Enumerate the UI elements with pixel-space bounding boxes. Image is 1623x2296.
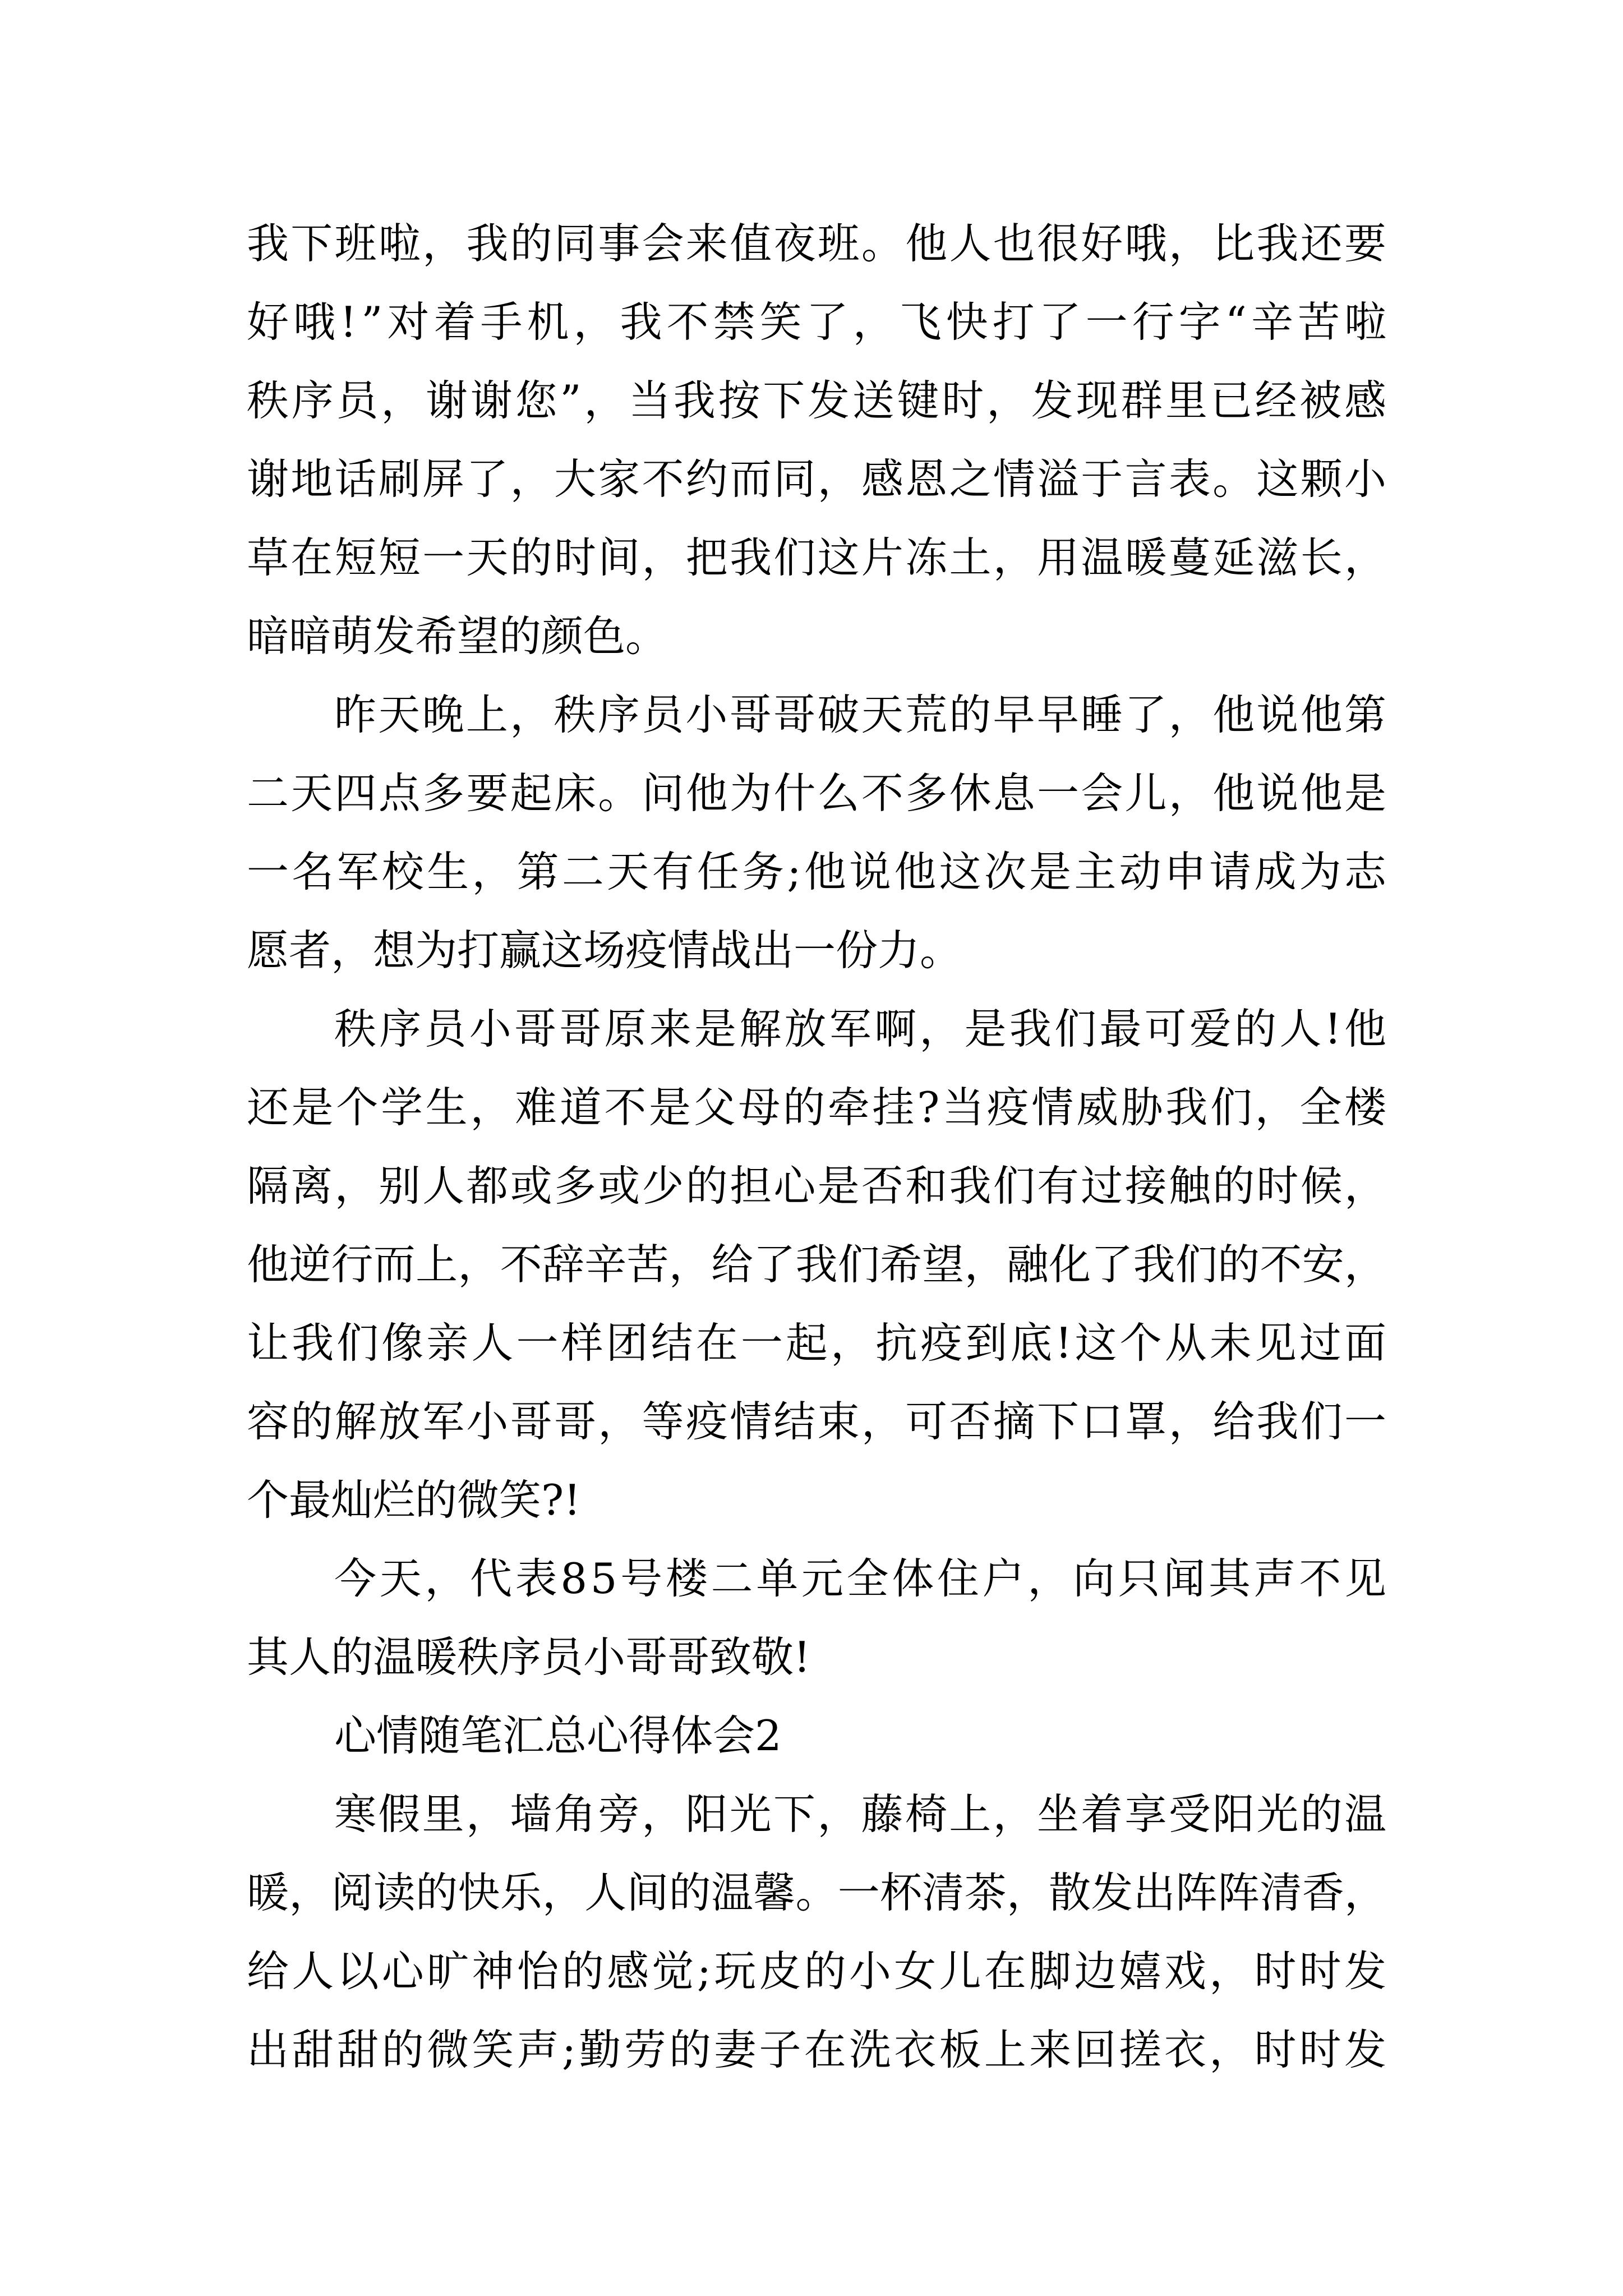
text-line: [247, 754, 1389, 832]
paragraph: [247, 1539, 1390, 1696]
line-text: 谢地话刷屏了，大家不约而同，感恩之情溢于言表。这颗小: [247, 454, 1389, 504]
line-text: 寒假里，墙角旁，阳光下，藤椅上，坐着享受阳光的温: [334, 1789, 1389, 1839]
line-text: 昨天晚上，秩序员小哥哥破天荒的早早睡了，他说他第: [334, 690, 1389, 739]
line-text: 让我们像亲人一样团结在一起，抗疫到底!这个从未见过面: [247, 1318, 1390, 1368]
line-text: 今天，代表85号楼二单元全体住户，向只闻其声不见: [334, 1554, 1390, 1603]
text-line: [247, 1461, 1386, 1539]
text-line: [247, 1068, 1389, 1147]
line-text: 给人以心旷神怡的感觉;玩皮的小女儿在脚边嬉戏，时时发: [247, 1947, 1390, 1996]
line-text: 秩序员，谢谢您”，当我按下发送键时，发现群里已经被感: [247, 376, 1389, 425]
line-text: 一名军校生，第二天有任务;他说他这次是主动申请成为志: [247, 847, 1390, 896]
line-text: 草在短短一天的时间，把我们这片冻土，用温暖蔓延滋长，: [247, 533, 1389, 582]
line-text: 出甜甜的微笑声;勤劳的妻子在洗衣板上来回搓衣，时时发: [247, 2025, 1390, 2074]
text-line: [247, 1696, 1386, 1775]
text-line: [247, 204, 1389, 283]
section-heading: [247, 1696, 1386, 1775]
text-line: [247, 990, 1390, 1068]
paragraph: [247, 675, 1390, 990]
line-text: 心情随笔汇总心得体会2: [334, 1711, 782, 1760]
text-line: [247, 675, 1389, 754]
text-line: [247, 518, 1389, 597]
line-text: 好哦!”对着手机，我不禁笑了，飞快打了一行字“辛苦啦: [247, 297, 1391, 347]
line-text: 还是个学生，难道不是父母的牵挂?当疫情威胁我们，全楼: [247, 1083, 1389, 1132]
text-line: [247, 361, 1389, 440]
line-text: 个最灿烂的微笑?!: [247, 1475, 581, 1525]
text-line: [247, 1539, 1390, 1618]
text-line: [247, 2010, 1390, 2089]
line-text: 隔离，别人都或多或少的担心是否和我们有过接触的时候，: [247, 1161, 1389, 1211]
text-line: [247, 832, 1390, 911]
text-line: [247, 911, 1386, 990]
text-line: [247, 1382, 1389, 1461]
line-text: 暗暗萌发希望的颜色。: [247, 611, 668, 661]
line-text: 其人的温暖秩序员小哥哥致敬!: [247, 1632, 811, 1682]
continued-paragraph: [247, 204, 1391, 675]
line-text: 容的解放军小哥哥，等疫情结束，可否摘下口罩，给我们一: [247, 1397, 1389, 1446]
line-text: 我下班啦，我的同事会来值夜班。他人也很好哦，比我还要: [247, 219, 1389, 268]
paragraph: [247, 990, 1390, 1539]
line-text: 秩序员小哥哥原来是解放军啊，是我们最可爱的人!他: [334, 1004, 1390, 1053]
line-text: 暖，阅读的快乐，人间的温馨。一杯清茶，散发出阵阵清香，: [247, 1868, 1387, 1917]
text-line: [247, 1147, 1389, 1225]
text-line: [247, 1304, 1390, 1382]
text-line: [247, 597, 1386, 675]
text-line: [247, 1618, 1386, 1696]
text-line: [247, 1853, 1386, 1932]
text-line: [247, 1225, 1386, 1304]
text-line: [247, 283, 1391, 361]
text-line: [247, 440, 1389, 518]
text-line: [247, 1775, 1389, 1853]
text-line: [247, 1932, 1390, 2010]
line-text: 二天四点多要起床。问他为什么不多休息一会儿，他说他是: [247, 769, 1389, 818]
line-text: 他逆行而上，不辞辛苦，给了我们希望，融化了我们的不安，: [247, 1240, 1387, 1289]
document-body: [247, 204, 1391, 2089]
paragraph: [247, 1775, 1390, 2089]
line-text: 愿者，想为打赢这场疫情战出一份力。: [247, 926, 962, 975]
